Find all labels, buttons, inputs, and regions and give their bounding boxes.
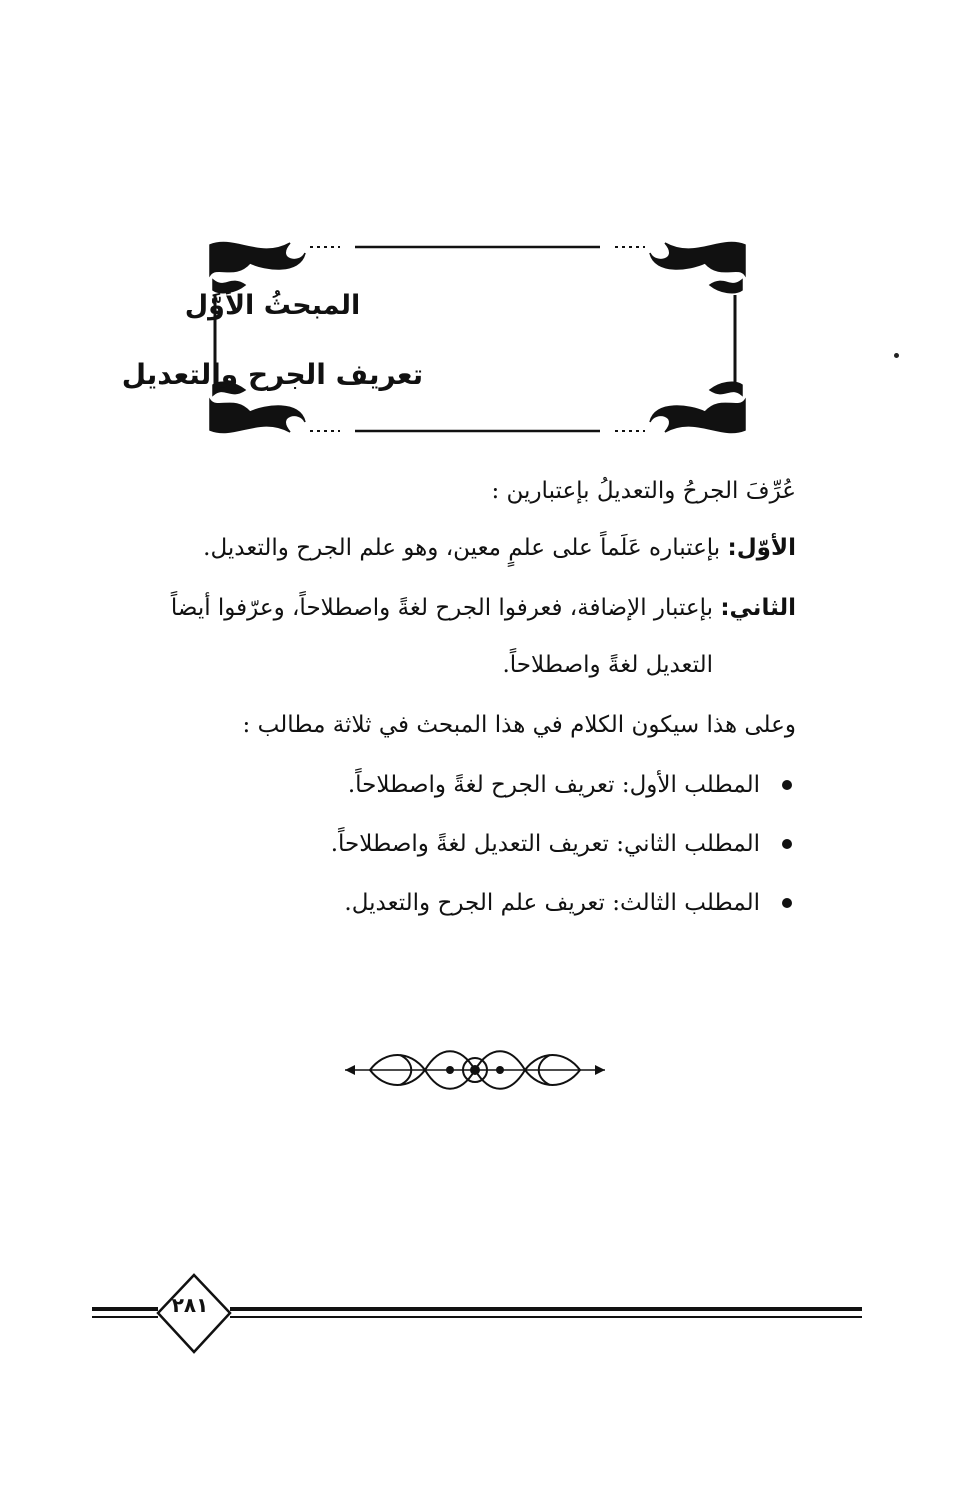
list-item-text: المطلب الأول: تعريف الجرح لغةً واصطلاحاً.	[347, 772, 760, 798]
first-label: الأوّل:	[727, 535, 796, 561]
section-title: المبحثُ الأوَّل	[184, 290, 361, 321]
second-definition	[171, 595, 796, 621]
list-item	[344, 890, 796, 916]
bullet-icon	[782, 839, 792, 849]
plan-paragraph: وعلى هذا سيكون الكلام في هذا المبحث في ثلاثة مطالب :	[242, 712, 796, 738]
stray-dot	[894, 353, 899, 358]
list-item-text: المطلب الثاني: تعريف التعديل لغةً واصطلاحاً.	[330, 831, 760, 857]
title-frame	[205, 235, 750, 440]
frame-border-svg	[205, 235, 750, 440]
first-definition	[203, 535, 796, 561]
closing-ornament-icon	[340, 1040, 610, 1100]
second-text-line1: بإعتبار الإضافة، فعرفوا الجرح لغةً واصطلاحاً، وعرّفوا أيضاً	[170, 595, 714, 621]
list-item	[331, 831, 796, 857]
list-item	[348, 772, 796, 798]
list-item-text: المطلب الثالث: تعريف علم الجرح والتعديل.	[344, 890, 760, 916]
section-subtitle: تعريف الجرح والتعديل	[121, 358, 424, 391]
second-text-line2: التعديل لغةً واصطلاحاً.	[502, 652, 713, 678]
second-label: الثاني:	[720, 595, 796, 621]
bullet-icon	[782, 898, 792, 908]
page-number: ٢٨١	[171, 1293, 209, 1317]
first-text: بإعتباره عَلَماً على علمٍ معين، وهو علم الجرح والتعديل.	[203, 535, 721, 561]
intro-paragraph: عُرِّفَ الجرحُ والتعديلُ بإعتبارين :	[491, 478, 796, 504]
bullet-icon	[782, 780, 792, 790]
